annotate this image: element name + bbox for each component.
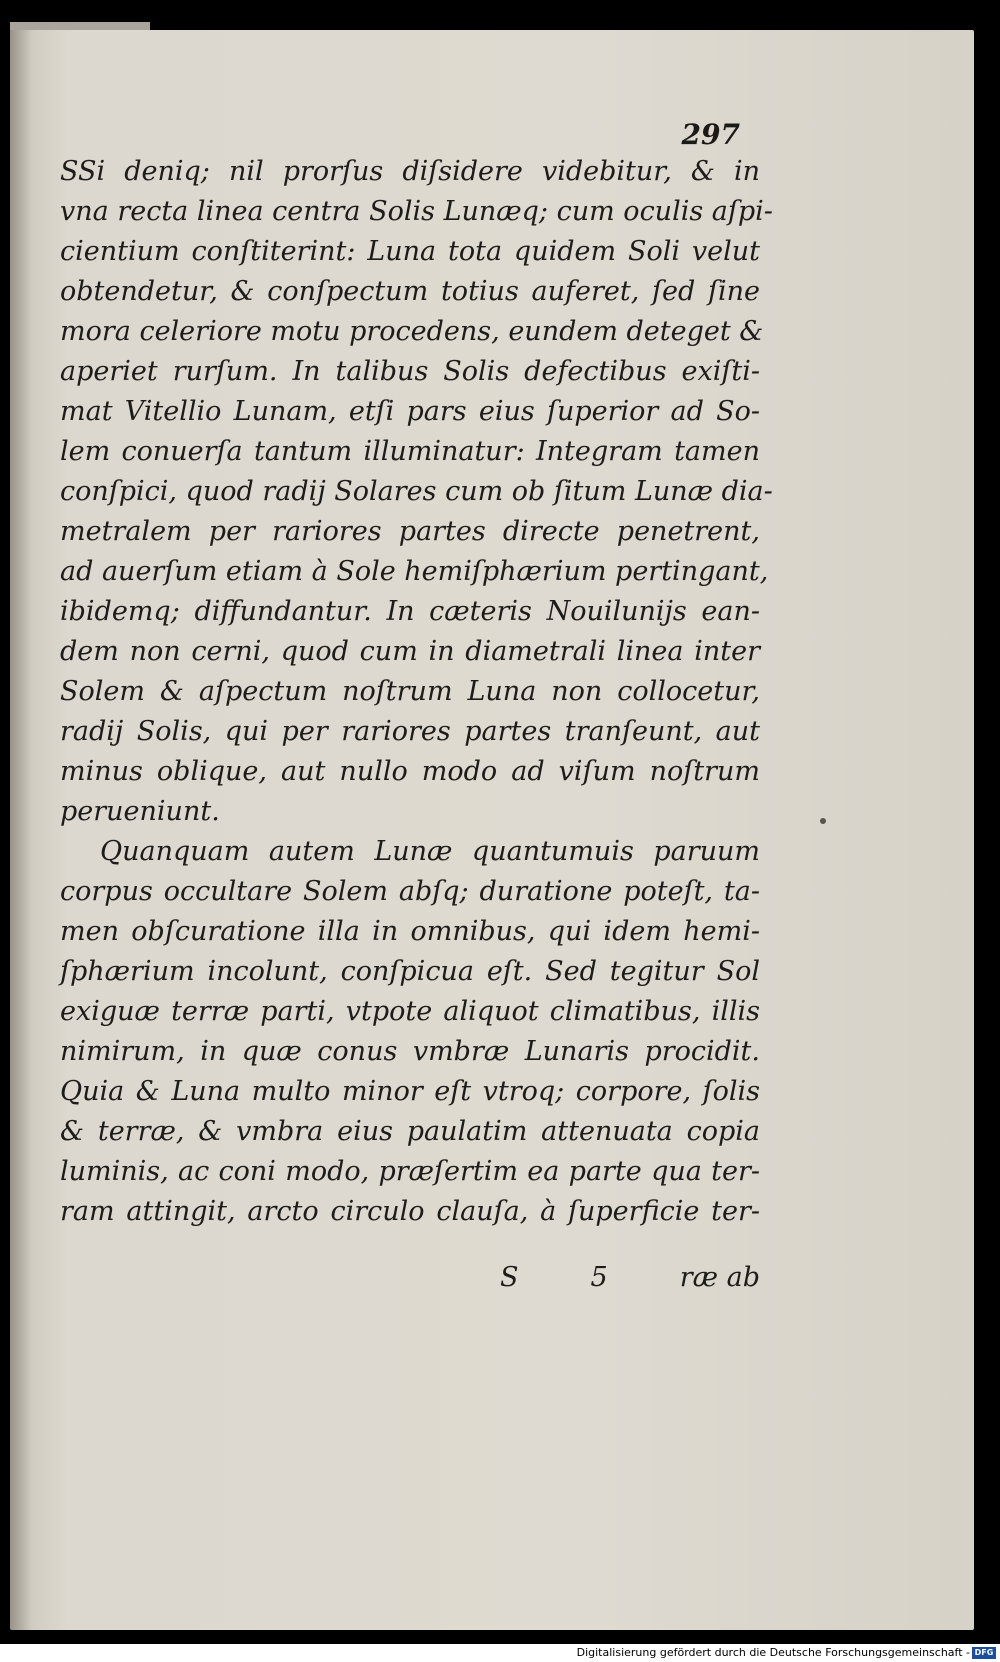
text-line: radij Solis, qui per rariores partes tranſeunt, aut xyxy=(60,716,760,747)
digitization-footer xyxy=(0,1644,1000,1662)
text-line: minus oblique, aut nullo modo ad viſum noſtrum xyxy=(60,756,760,787)
signature-number: 5 xyxy=(590,1262,608,1293)
text-line: Solem & aſpectum noſtrum Luna non collocetur, xyxy=(60,676,760,707)
catchword: ræ ab xyxy=(679,1262,760,1293)
signature-line xyxy=(500,1262,760,1293)
text-line: ram attingit, arcto circulo clauſa, à ſuperficie ter- xyxy=(60,1196,760,1227)
signature-mark: S xyxy=(500,1262,519,1293)
text-line: ibidemq; diffundantur. In cæteris Nouilunijs ean- xyxy=(60,596,760,627)
text-line: perueniunt. xyxy=(60,796,220,827)
text-line: men obſcuratione illa in omnibus, qui idem hemi- xyxy=(60,916,760,947)
text-line: Quia & Luna multo minor eſt vtroq; corpore, ſolis xyxy=(60,1076,760,1107)
dfg-logo: DFG xyxy=(972,1647,996,1659)
funding-credit: Digitalisierung gefördert durch die Deutsche Forschungsgemeinschaft - xyxy=(576,1646,970,1659)
text-line: Quanquam autem Lunæ quantumuis paruum xyxy=(100,836,760,867)
text-line: SSi deniq; nil prorſus diſsidere videbitur, & in xyxy=(60,156,760,187)
text-line: nimirum, in quæ conus vmbræ Lunaris procidit. xyxy=(60,1036,760,1067)
paragraph-2 xyxy=(60,832,760,1232)
text-line: luminis, ac coni modo, præſertim ea parte qua ter- xyxy=(60,1156,760,1187)
text-line: vna recta linea centra Solis Lunæq; cum oculis aſpi- xyxy=(60,196,773,227)
paper-speck xyxy=(820,818,826,824)
text-line: mat Vitellio Lunam, etſi pars eius ſuperior ad So- xyxy=(60,396,760,427)
text-line: ad auerſum etiam à Sole hemiſphærium pertingant, xyxy=(60,556,769,587)
body-text xyxy=(60,152,773,1232)
text-line: cientium conſtiterint: Luna tota quidem Soli velut xyxy=(60,236,760,267)
text-line: conſpici, quod radij Solares cum ob ſitum Lunæ dia- xyxy=(60,476,773,507)
text-line: obtendetur, & conſpectum totius auferet, ſed ſine xyxy=(60,276,760,307)
text-line: lem conuerſa tantum illuminatur: Integram tamen xyxy=(60,436,760,467)
text-line: corpus occultare Solem abſq; duratione poteſt, ta- xyxy=(60,876,760,907)
text-line: dem non cerni, quod cum in diametrali linea inter xyxy=(60,636,760,667)
paragraph-1 xyxy=(60,152,773,832)
text-line: metralem per rariores partes directe penetrent, xyxy=(60,516,760,547)
text-line: mora celeriore motu procedens, eundem deteget & xyxy=(60,316,764,347)
text-line: exiguæ terræ parti, vtpote aliquot climatibus, illis xyxy=(60,996,760,1027)
text-line: ſphærium incolunt, conſpicua eſt. Sed tegitur Sol xyxy=(60,956,760,987)
text-line: & terræ, & vmbra eius paulatim attenuata copia xyxy=(60,1116,760,1147)
text-line: aperiet rurſum. In talibus Solis defectibus exiſti- xyxy=(60,356,760,387)
spine-shadow xyxy=(10,30,32,1630)
page-number: 297 xyxy=(681,118,740,151)
